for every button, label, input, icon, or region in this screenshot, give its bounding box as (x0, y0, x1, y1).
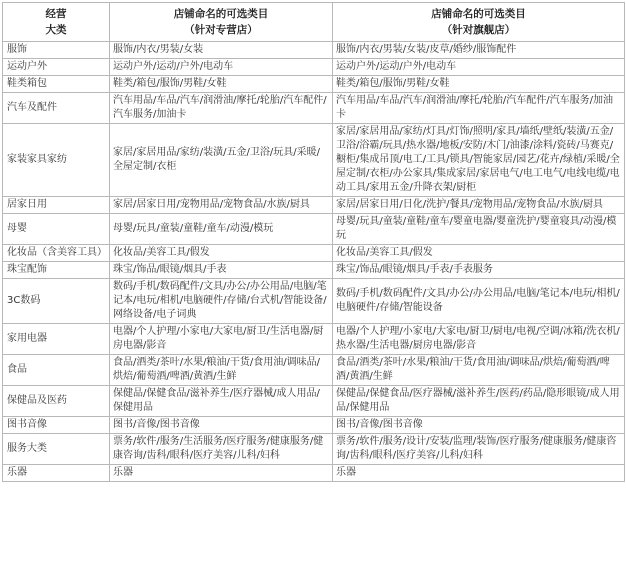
flagship-cell: 乐器 (333, 465, 625, 482)
category-cell: 化妆品（含美容工具） (3, 245, 110, 262)
specialty-cell: 家居/居家日用/宠物用品/宠物食品/水族/厨具 (110, 197, 333, 214)
category-cell: 食品 (3, 355, 110, 386)
category-cell: 乐器 (3, 465, 110, 482)
flagship-cell: 珠宝/饰品/眼镜/烟具/手表/手表服务 (333, 262, 625, 279)
specialty-cell: 运动户外/运动/户外/电动车 (110, 59, 333, 76)
flagship-cell: 服饰/内衣/男装/女装/皮草/婚纱/服饰配件 (333, 42, 625, 59)
table-row (3, 197, 625, 214)
header-specialty-line2: （针对专营店） (184, 24, 258, 36)
table-row (3, 355, 625, 386)
table-row (3, 59, 625, 76)
flagship-cell: 食品/酒类/茶叶/水果/粮油/干货/食用油/调味品/烘焙/葡萄酒/啤酒/黄酒/生鲜 (333, 355, 625, 386)
category-cell: 鞋类箱包 (3, 76, 110, 93)
header-flagship (333, 3, 625, 42)
category-cell: 居家日用 (3, 197, 110, 214)
header-category-line2: 大类 (45, 24, 67, 36)
table-row (3, 465, 625, 482)
specialty-cell: 票务/软件/服务/生活服务/医疗服务/健康服务/健康咨询/齿科/眼科/医疗美容/儿科/妇科 (110, 434, 333, 465)
specialty-cell: 服饰/内衣/男装/女装 (110, 42, 333, 59)
specialty-cell: 鞋类/箱包/服饰/男鞋/女鞋 (110, 76, 333, 93)
table-row (3, 214, 625, 245)
specialty-cell: 化妆品/美容工具/假发 (110, 245, 333, 262)
table-row (3, 124, 625, 197)
table-row (3, 324, 625, 355)
specialty-cell: 乐器 (110, 465, 333, 482)
category-cell: 服饰 (3, 42, 110, 59)
category-cell: 母婴 (3, 214, 110, 245)
category-cell: 家用电器 (3, 324, 110, 355)
specialty-cell: 汽车用品/车品/汽车/润滑油/摩托/轮胎/汽车配件/汽车服务/加油卡 (110, 93, 333, 124)
category-cell: 服务大类 (3, 434, 110, 465)
flagship-cell: 运动户外/运动/户外/电动车 (333, 59, 625, 76)
flagship-cell: 汽车用品/车品/汽车/润滑油/摩托/轮胎/汽车配件/汽车服务/加油卡 (333, 93, 625, 124)
flagship-cell: 化妆品/美容工具/假发 (333, 245, 625, 262)
table-row (3, 42, 625, 59)
flagship-cell: 数码/手机/数码配件/文具/办公/办公用品/电脑/笔记本/电玩/相机/电脑硬件/存储/智能设备 (333, 279, 625, 324)
table-row (3, 262, 625, 279)
table-row (3, 417, 625, 434)
flagship-cell: 保健品/保健食品/医疗器械/滋补养生/医药/药品/隐形眼镜/成人用品/保健用品 (333, 386, 625, 417)
specialty-cell: 电器/个人护理/小家电/大家电/厨卫/生活电器/厨房电器/影音 (110, 324, 333, 355)
table-row (3, 434, 625, 465)
specialty-cell: 珠宝/饰品/眼镜/烟具/手表 (110, 262, 333, 279)
table-row (3, 245, 625, 262)
specialty-cell: 食品/酒类/茶叶/水果/粮油/干货/食用油/调味品/烘焙/葡萄酒/啤酒/黄酒/生鲜 (110, 355, 333, 386)
flagship-cell: 家居/居家日用/日化/洗护/餐具/宠物用品/宠物食品/水族/厨具 (333, 197, 625, 214)
category-cell: 运动户外 (3, 59, 110, 76)
flagship-cell: 母婴/玩具/童装/童鞋/童车/婴童电器/婴童洗护/婴童寝具/动漫/模玩 (333, 214, 625, 245)
flagship-cell: 票务/软件/服务/设计/安装/监理/装饰/医疗服务/健康服务/健康咨询/齿科/眼科/医疗美容/儿科/妇科 (333, 434, 625, 465)
specialty-cell: 保健品/保健食品/滋补养生/医疗器械/成人用品/保健用品 (110, 386, 333, 417)
specialty-cell: 图书/音像/图书音像 (110, 417, 333, 434)
header-flagship-line1: 店铺命名的可选类目 (431, 8, 526, 20)
category-cell: 图书音像 (3, 417, 110, 434)
header-flagship-line2: （针对旗舰店） (441, 24, 516, 36)
flagship-cell: 图书/音像/图书音像 (333, 417, 625, 434)
category-cell: 家装家具家纺 (3, 124, 110, 197)
table-body (3, 42, 625, 482)
table-row (3, 93, 625, 124)
specialty-cell: 数码/手机/数码配件/文具/办公/办公用品/电脑/笔记本/电玩/相机/电脑硬件/存储/台式机/智能设备/网络设备/电子词典 (110, 279, 333, 324)
category-table (2, 2, 625, 482)
flagship-cell: 鞋类/箱包/服饰/男鞋/女鞋 (333, 76, 625, 93)
header-specialty (110, 3, 333, 42)
table-row (3, 279, 625, 324)
header-category-line1: 经营 (45, 8, 67, 20)
header-specialty-line1: 店铺命名的可选类目 (173, 8, 269, 20)
table-row (3, 76, 625, 93)
category-cell: 汽车及配件 (3, 93, 110, 124)
specialty-cell: 母婴/玩具/童装/童鞋/童车/动漫/模玩 (110, 214, 333, 245)
header-row (3, 3, 625, 42)
header-category (3, 3, 110, 42)
category-cell: 保健品及医药 (3, 386, 110, 417)
category-cell: 3C数码 (3, 279, 110, 324)
category-cell: 珠宝配饰 (3, 262, 110, 279)
flagship-cell: 家居/家居用品/家纺/灯具/灯饰/照明/家具/墙纸/壁纸/装潢/五金/卫浴/浴霸/玩具/热水器/地板/安防/木门/油漆/涂料/瓷砖/马赛克/橱柜/集成吊顶/电工/工具/锁具/智能家居/园艺/花卉/绿植/采暖/全屋定制/衣柜/办公家具/集成家居/家居电气/电工电气/电线电缆/电动工具/家用五金/升降衣架/厨柜 (333, 124, 625, 197)
flagship-cell: 电器/个人护理/小家电/大家电/厨卫/厨电/电视/空调/冰箱/洗衣机/热水器/生活电器/厨房电器/影音 (333, 324, 625, 355)
table-row (3, 386, 625, 417)
specialty-cell: 家居/家居用品/家纺/装潢/五金/卫浴/玩具/采暖/全屋定制/衣柜 (110, 124, 333, 197)
